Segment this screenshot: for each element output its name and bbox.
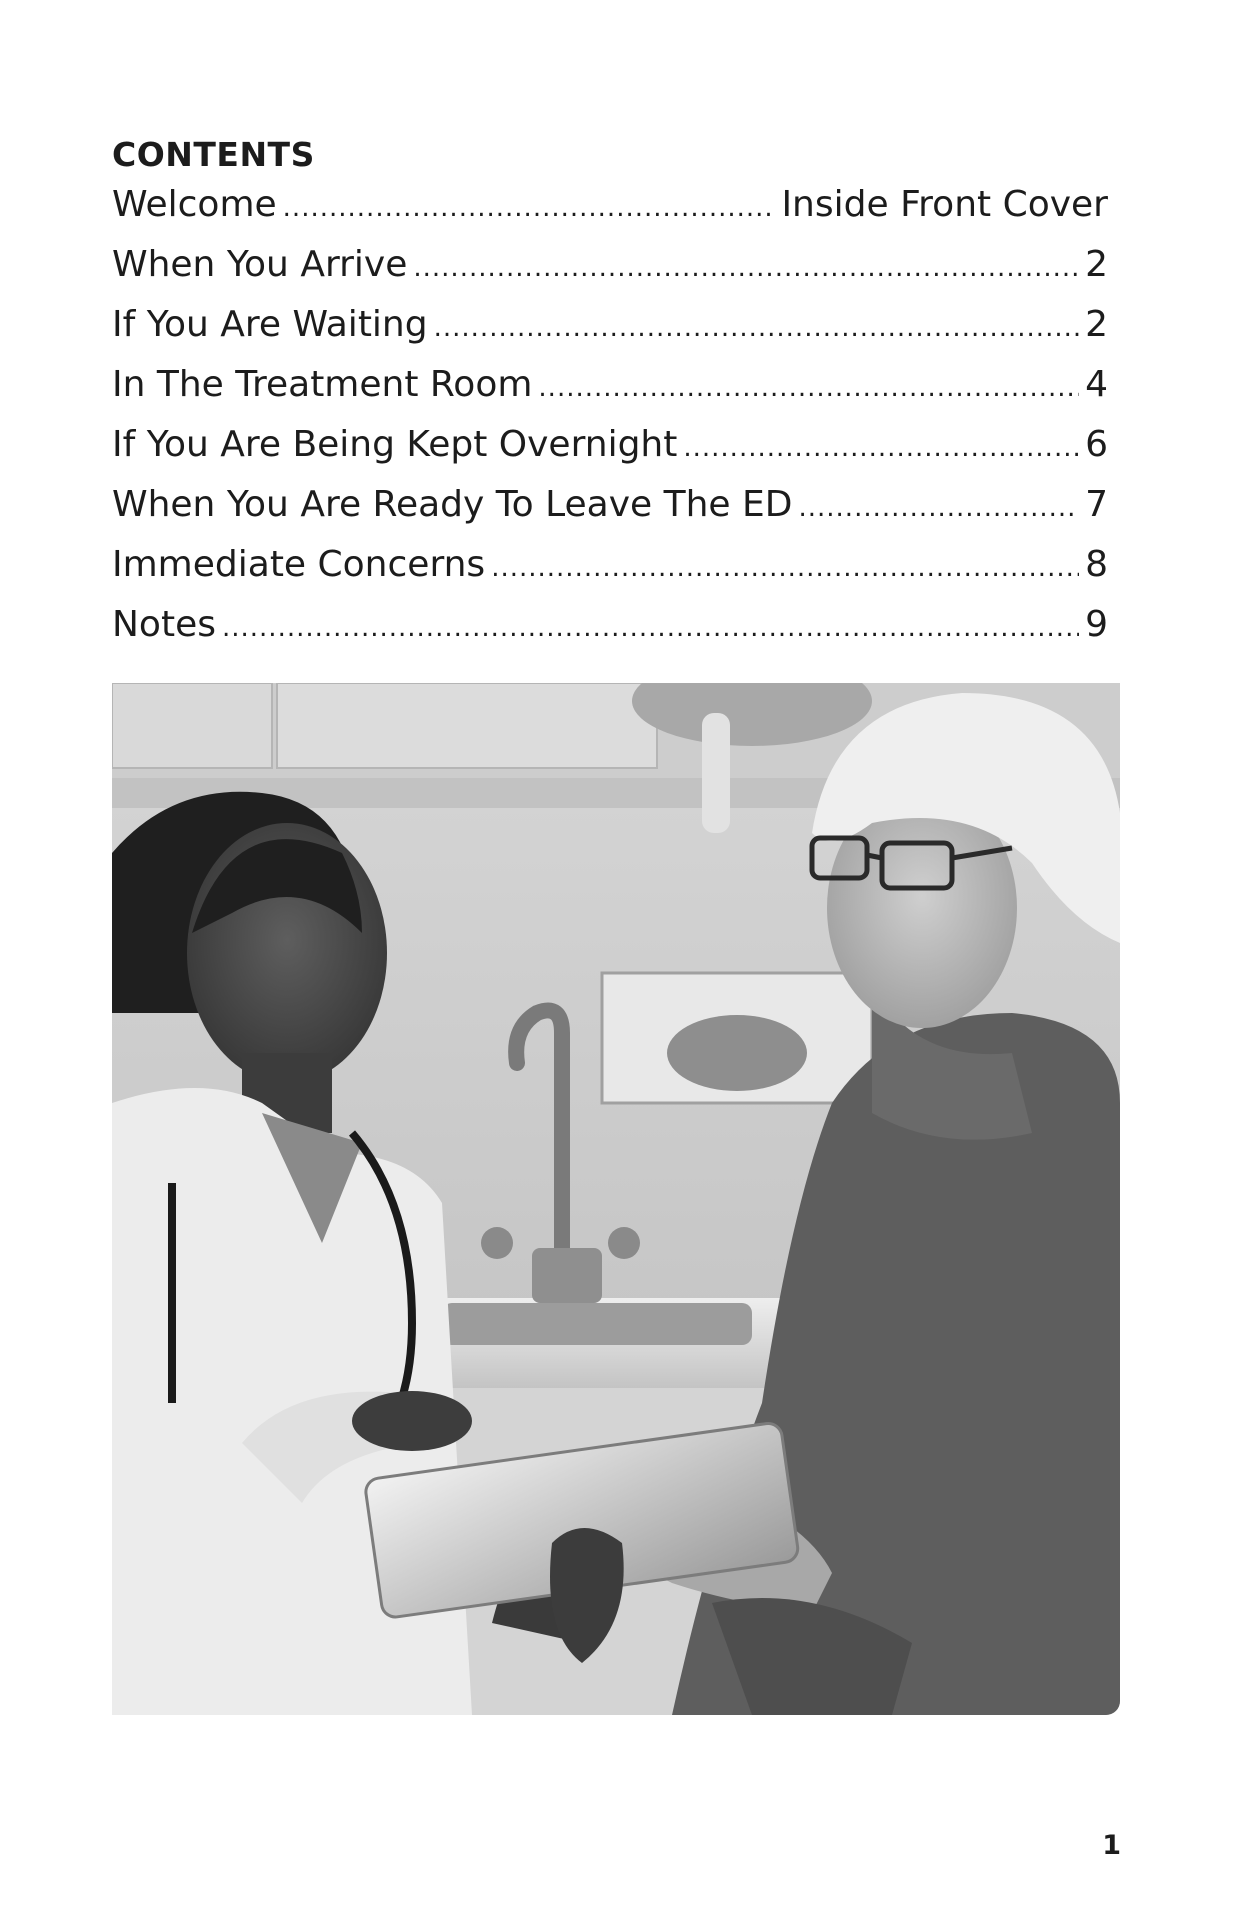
dot-leader [798, 493, 1079, 523]
toc-entry-if-you-are-waiting[interactable] [112, 304, 1108, 364]
contents-list [112, 184, 1108, 664]
toc-entry-page: Inside Front Cover [781, 184, 1108, 225]
table-of-contents [112, 130, 1108, 664]
dot-leader [683, 433, 1079, 463]
toc-entry-page: 8 [1085, 544, 1108, 585]
toc-entry-page: 2 [1085, 244, 1108, 285]
toc-entry-ready-to-leave[interactable] [112, 484, 1108, 544]
toc-entry-title: Immediate Concerns [112, 544, 486, 585]
toc-entry-title: Welcome [112, 184, 277, 225]
toc-entry-title: Notes [112, 604, 216, 645]
dot-leader [491, 553, 1079, 583]
toc-entry-title: When You Are Ready To Leave The ED [112, 484, 793, 525]
toc-entry-page: 4 [1085, 364, 1108, 405]
toc-entry-page: 9 [1085, 604, 1108, 645]
toc-entry-notes[interactable] [112, 604, 1108, 664]
dot-leader [283, 193, 776, 223]
toc-entry-page: 6 [1085, 424, 1108, 465]
toc-entry-page: 7 [1085, 484, 1108, 525]
toc-entry-page: 2 [1085, 304, 1108, 345]
toc-entry-title: In The Treatment Room [112, 364, 533, 405]
toc-entry-title: When You Arrive [112, 244, 408, 285]
dot-leader [222, 613, 1079, 643]
photo-doctor-patient-tablet [112, 683, 1120, 1715]
toc-entry-immediate-concerns[interactable] [112, 544, 1108, 604]
dot-leader [538, 373, 1079, 403]
toc-entry-when-you-arrive[interactable] [112, 244, 1108, 304]
toc-entry-title: If You Are Being Kept Overnight [112, 424, 678, 465]
toc-entry-title: If You Are Waiting [112, 304, 428, 345]
toc-entry-treatment-room[interactable] [112, 364, 1108, 424]
dot-leader [434, 313, 1079, 343]
page-number: 1 [1102, 1830, 1121, 1861]
dot-leader [413, 253, 1079, 283]
contents-heading: CONTENTS [112, 135, 315, 174]
toc-entry-welcome[interactable] [112, 184, 1108, 244]
toc-entry-kept-overnight[interactable] [112, 424, 1108, 484]
